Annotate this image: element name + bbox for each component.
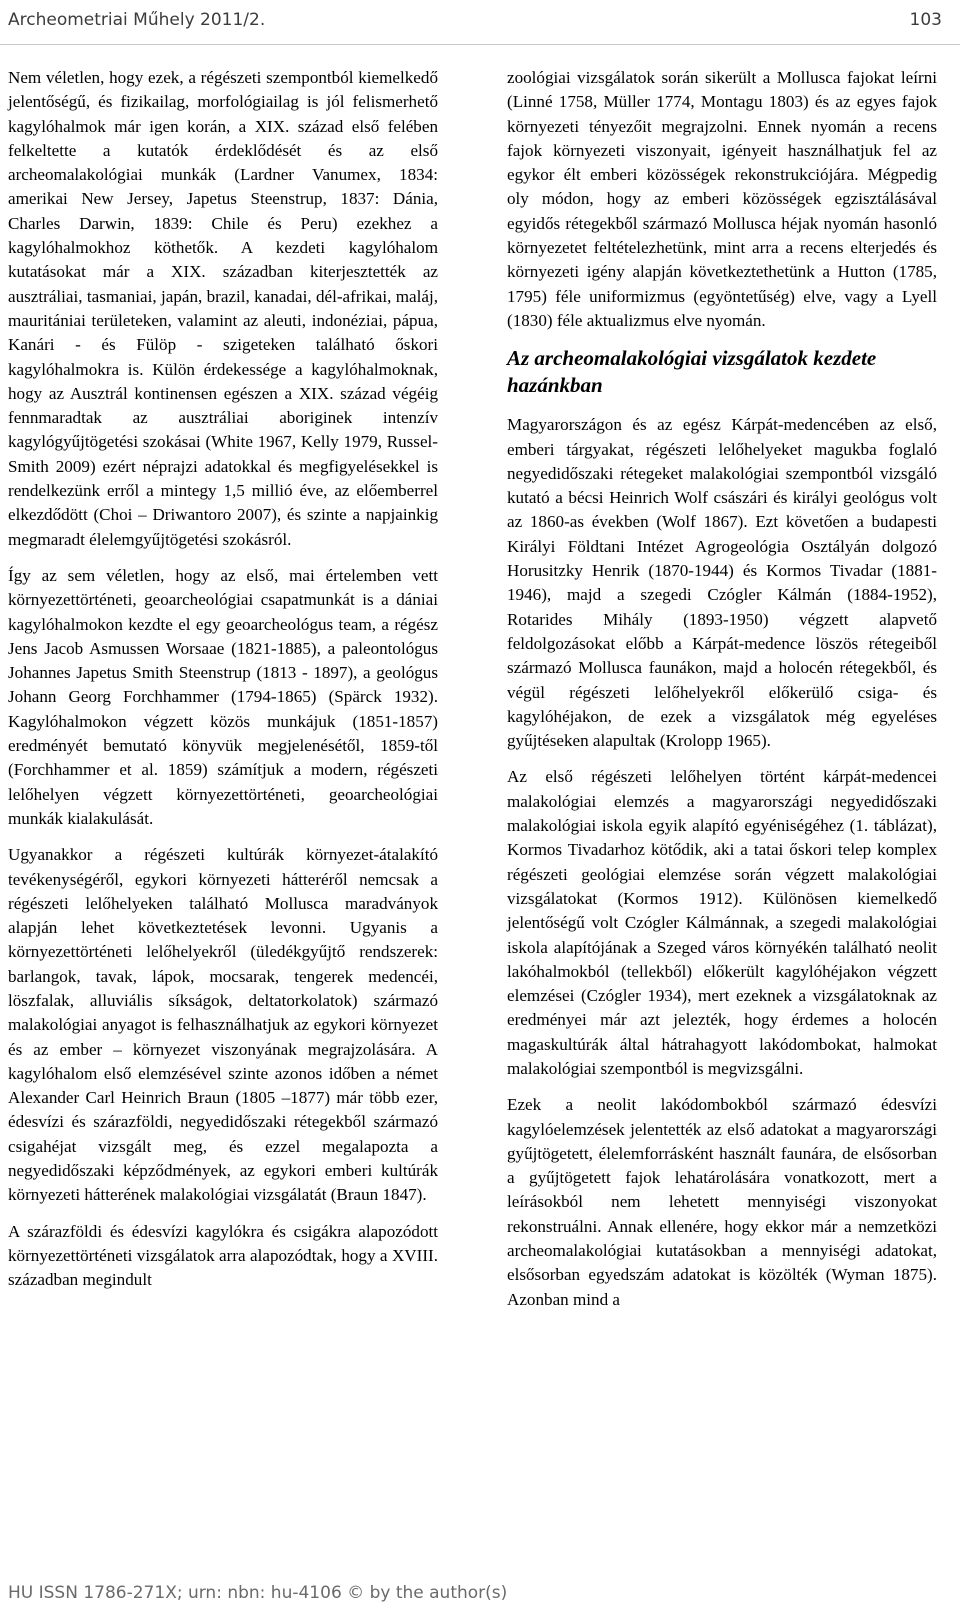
section-heading: Az archeomalakológiai vizsgálatok kezdete hazánkban: [507, 346, 877, 398]
paragraph: A szárazföldi és édesvízi kagylókra és csigákra alapozódott környezettörténeti vizsgálatok arra alapozódtak, hogy a XVIII. században megindult: [8, 1221, 438, 1290]
right-column: [507, 66, 937, 1324]
page-number: 103: [909, 10, 942, 30]
paragraph: Ugyanakkor a régészeti kultúrák környezet-átalakító tevékenységéről, egykori környezeti hátteréről nemcsak a régészeti lelőhelyeken található Mollusca maradványok alapján lehet következtetések levonni. Ugyanis a környezettörténeti lelőhelyekről (üledékgyűjtő rendszerek: barlangok, tavak, lápok, mocsarak, tengerek medencéi, löszfalak, alluviális síkságok, deltatorkolatok) származó malakológiai anyagot is felhasználhatjuk az egykori környezet és az ember – környezet viszonyának megrajzolására. A kagylóhalom első elemzésével szinte azonos időben a német Alexander Carl Heinrich Braun (1805 –1877) már több ezer, édesvízi és szárazföldi, negyedidőszaki rétegekből származó csigahéjat vizsgált meg, és ezzel megalapozta a negyedidőszaki képződmények, az egykori emberi kultúrák környezeti hátterének malakológiai vizsgálatát (Braun 1847).: [8, 845, 438, 1205]
paragraph: Ezek a neolit lakódombokból származó édesvízi kagylóelemzések jelentették az első adatokat a magyarországi gyűjtögetett, élelemforrásként használt faunára, de elsősorban a gyűjtögetett fajok lehatárolására vonatkozott, mert a leírásokból nem lehetett mennyiségi viszonyokat rekonstruálni. Annak ellenére, hogy ekkor már a nemzetközi archeomalakológiai kutatásokban a mennyiségi adatokat, elsősorban egyedszám adatokat is közölték (Wyman 1875). Azonban mind a: [507, 1095, 937, 1309]
journal-title: Archeometriai Műhely 2011/2.: [8, 10, 266, 30]
paragraph: zoológiai vizsgálatok során sikerült a Mollusca fajokat leírni (Linné 1758, Müller 1774, Montagu 1803) és az egyes fajok környezeti tényezőit megrajzolni. Ennek nyomán a recens fajok környezeti viszonyait, igényeit használhatjuk fel az egykor élt emberi közösségek rekonstrukciójára. Mégpedig oly módon, hogy az emberi közösségek egzisztálásával egyidős rétegekből származó Mollusca héjak nyomán hasonló környezetet feltételezhetünk, mint arra a recens elterjedés és környezeti igény alapján következtethetünk a Hutton (1785, 1795) féle uniformizmus (egyöntetűség) elve, vagy a Lyell (1830) féle aktualizmus elve nyomán.: [507, 68, 937, 330]
paragraph: Így az sem véletlen, hogy az első, mai értelemben vett környezettörténeti, geoarcheológiai csapatmunkát is a dániai kagylóhalmokon kezdte el egy geoarcheológus team, a régész Jens Jacob Asmussen Worsaae (1821-1885), a paleontológus Johannes Japetus Smith Steenstrup (1813 - 1897), a geológus Johann Georg Forchhammer (1794-1865) (Spärck 1932). Kagylóhalmokon végzett közös munkájuk (1851-1857) eredményét bemutató könyvük megjelenésétől, 1859-től (Forchhammer et al. 1859) számítjuk a modern, régészeti lelőhelyen végzett környezettörténeti, geoarcheológiai munkák kialakulását.: [8, 565, 438, 828]
paragraph: Az első régészeti lelőhelyen történt kárpát-medencei malakológiai elemzés a magyarországi negyedidőszaki malakológiai iskola egyik alapító egyéniségéhez (1. táblázat), Kormos Tivadarhoz kötődik, aki a tatai őskori telep komplex régészeti geológiai elemzése során végzett malakológiai vizsgálatokat (Kormos 1912). Különösen kiemelkedő jelentőségű volt Czógler Kálmánnak, a szegedi malakológiai iskola alapítójának a Szeged város környékén található neolit lakóhalmokból (tellekből) előkerült kagylóhéjakon végzett elemzései (Czógler 1934), mert ezeknek a vizsgálatoknak az eredményei már azt jelezték, hogy érdemes a holocén magaskultúrák által hátrahagyott lakódombokat, halmokat malakológiai szempontból is megvizsgálni.: [507, 767, 937, 1078]
paragraph: Magyarországon és az egész Kárpát-medencében az első, emberi tárgyakat, régészeti lelőhelyeket magukba foglaló negyedidőszaki rétegeket malakológiai szempontból vizsgáló kutató a bécsi Heinrich Wolf császári és királyi geológus volt az 1860-as években (Wolf 1867). Ezt követően a budapesti Királyi Földtani Intézet Agrogeológia Osztályán dolgozó Horusitzky Henrik (1870-1944) és Kormos Tivadar (1881-1946), majd a szegedi Czógler Kálmán (1884-1952), Rotarides Mihály (1893-1950) végzett alapvető feldolgozásokat előbb a Kárpát-medence löszös rétegeiből származó Mollusca faunákon, majd a holocén rétegekből, és végül régészeti lelőhelyekről előkerülő csiga- és kagylóhéjakon, de ezek a vizsgálatok még egyeléses gyűjtéseken alapultak (Krolopp 1965).: [507, 415, 937, 751]
left-column: [8, 66, 438, 1305]
paragraph: Nem véletlen, hogy ezek, a régészeti szempontból kiemelkedő jelentőségű, és fizikailag, morfológiailag is jól felismerhető kagylóhalmok már igen korán, a XIX. század első felében felkeltette a kutatók érdeklődését és az első archeomalakológiai munkák (Lardner Vanumex, 1834: amerikai New Jersey, Japetus Steenstrup, 1837: Dánia, Charles Darwin, 1839: Chile és Peru) ezekhez a kagylóhalmokhoz köthetők. A kezdeti kagylóhalom kutatásokat már a XIX. században kiterjesztették az ausztráliai, tasmaniai, japán, brazil, kanadai, dél-afrikai, maláj, mauritániai területeken, valamint az aleuti, indonéziai, pápua, Kanári - és Fülöp - szigeteken található őskori kagylóhalmokra is. Külön érdekessége a kagylóhalmoknak, hogy az Ausztrál kontinensen egészen a XIX. század végéig fennmaradtak az ausztráliai aboriginek intenzív kagylógyűjtögetési szokásai (White 1967, Kelly 1979, Russel-Smith 2009) ezért néprajzi adatokkal és megfigyelésekkel is rendelkezünk erről a mintegy 1,5 millió éve, az előemberrel elkezdődött (Choi – Driwantoro 2007), és szinte a napjainkig megmaradt élelemgyűjtögetési szokásról.: [8, 68, 438, 549]
page-footer: HU ISSN 1786-271X; urn: nbn: hu-4106 © by the author(s): [8, 1583, 508, 1603]
page-header: [0, 0, 960, 45]
